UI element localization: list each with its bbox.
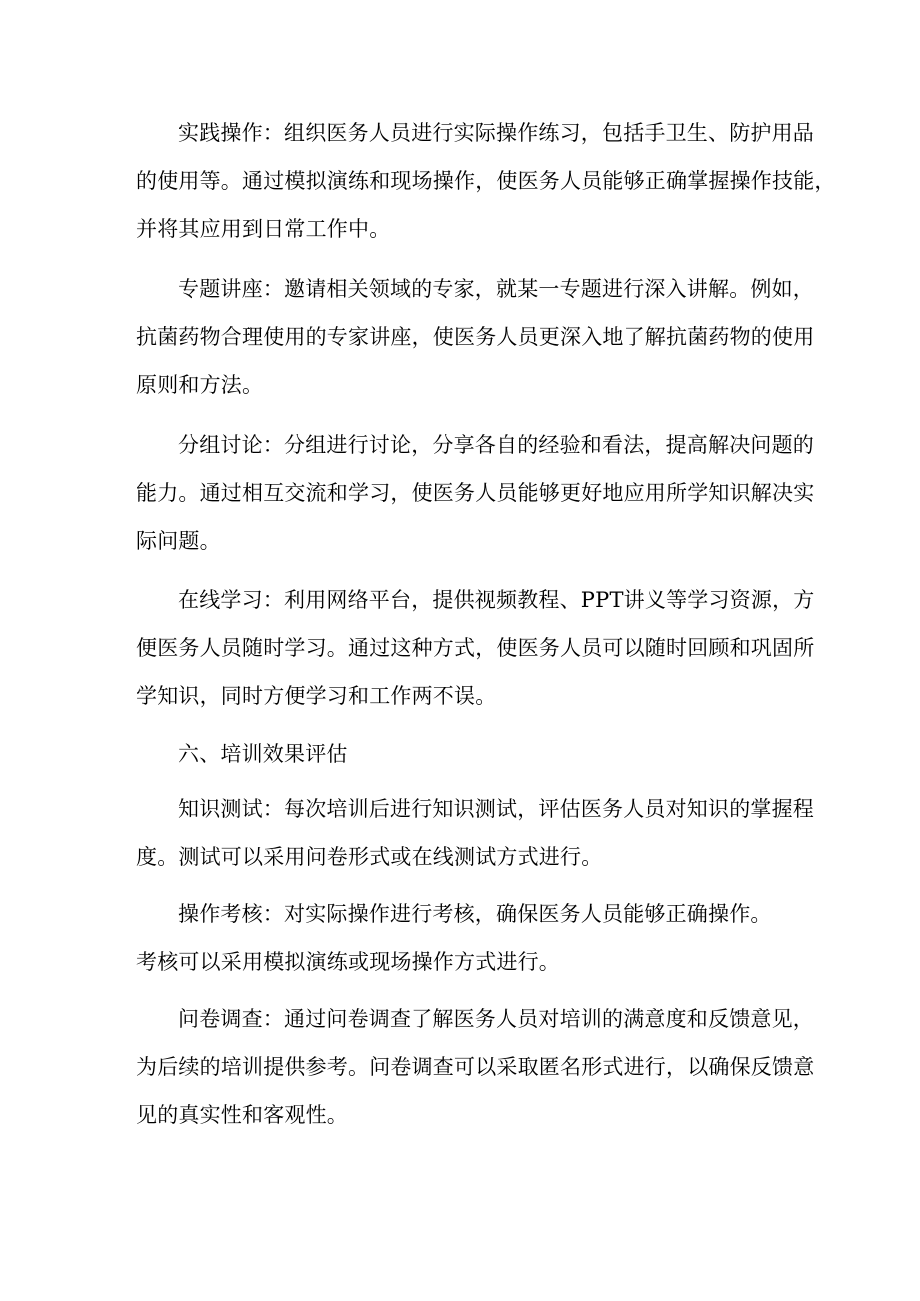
paragraph-operation-assessment [136,890,792,986]
text-line: 在线学习：利用网络平台，提供视频教程、PPT讲义等学习资源，方 [178,588,815,612]
text-line: 学知识，同时方便学习和工作两不误。 [136,684,497,708]
paragraph-knowledge-test [136,785,814,881]
text-line: 抗菌药物合理使用的专家讲座，使医务人员更深入地了解抗菌药物的使用 [136,325,815,349]
text-line: 便医务人员随时学习。通过这种方式，使医务人员可以随时回顾和巩固所 [136,636,815,660]
paragraph-questionnaire-survey [136,995,815,1139]
text-line: 专题讲座：邀请相关领域的专家，就某一专题进行深入讲解。例如， [178,277,814,301]
text-line: 知识测试：每次培训后进行知识测试，评估医务人员对知识的掌握程 [178,797,814,821]
text-line: 为后续的培训提供参考。问卷调查可以采取匿名形式进行，以确保反馈意 [136,1055,815,1079]
text-line: 实践操作：组织医务人员进行实际操作练习，包括手卫生、防护用品 [178,121,814,145]
text-line: 能力。通过相互交流和学习，使医务人员能够更好地应用所学知识解决实 [136,481,815,505]
text-line: 的使用等。通过模拟演练和现场操作，使医务人员能够正确掌握操作技能， [136,169,836,193]
section-heading-text: 六、培训效果评估 [178,742,348,766]
text-line: 操作考核：对实际操作进行考核，确保医务人员能够正确操作。 [178,902,772,926]
text-line: 考核可以采用模拟演练或现场操作方式进行。 [136,950,560,974]
text-line: 度。测试可以采用问卷形式或在线测试方式进行。 [136,845,603,869]
paragraph-group-discussion [136,421,815,565]
text-line: 际问题。 [136,529,221,553]
text-line: 见的真实性和客观性。 [136,1103,348,1127]
paragraph-online-learning [136,576,815,720]
paragraph-special-lecture [136,265,815,409]
paragraph-practical-operation [136,109,836,253]
text-line: 问卷调查：通过问卷调查了解医务人员对培训的满意度和反馈意见， [178,1007,814,1031]
section-heading [136,730,792,778]
text-line: 并将其应用到日常工作中。 [136,217,391,241]
text-line: 原则和方法。 [136,373,264,397]
text-line: 分组讨论：分组进行讨论，分享各自的经验和看法，提高解决问题的 [178,433,814,457]
